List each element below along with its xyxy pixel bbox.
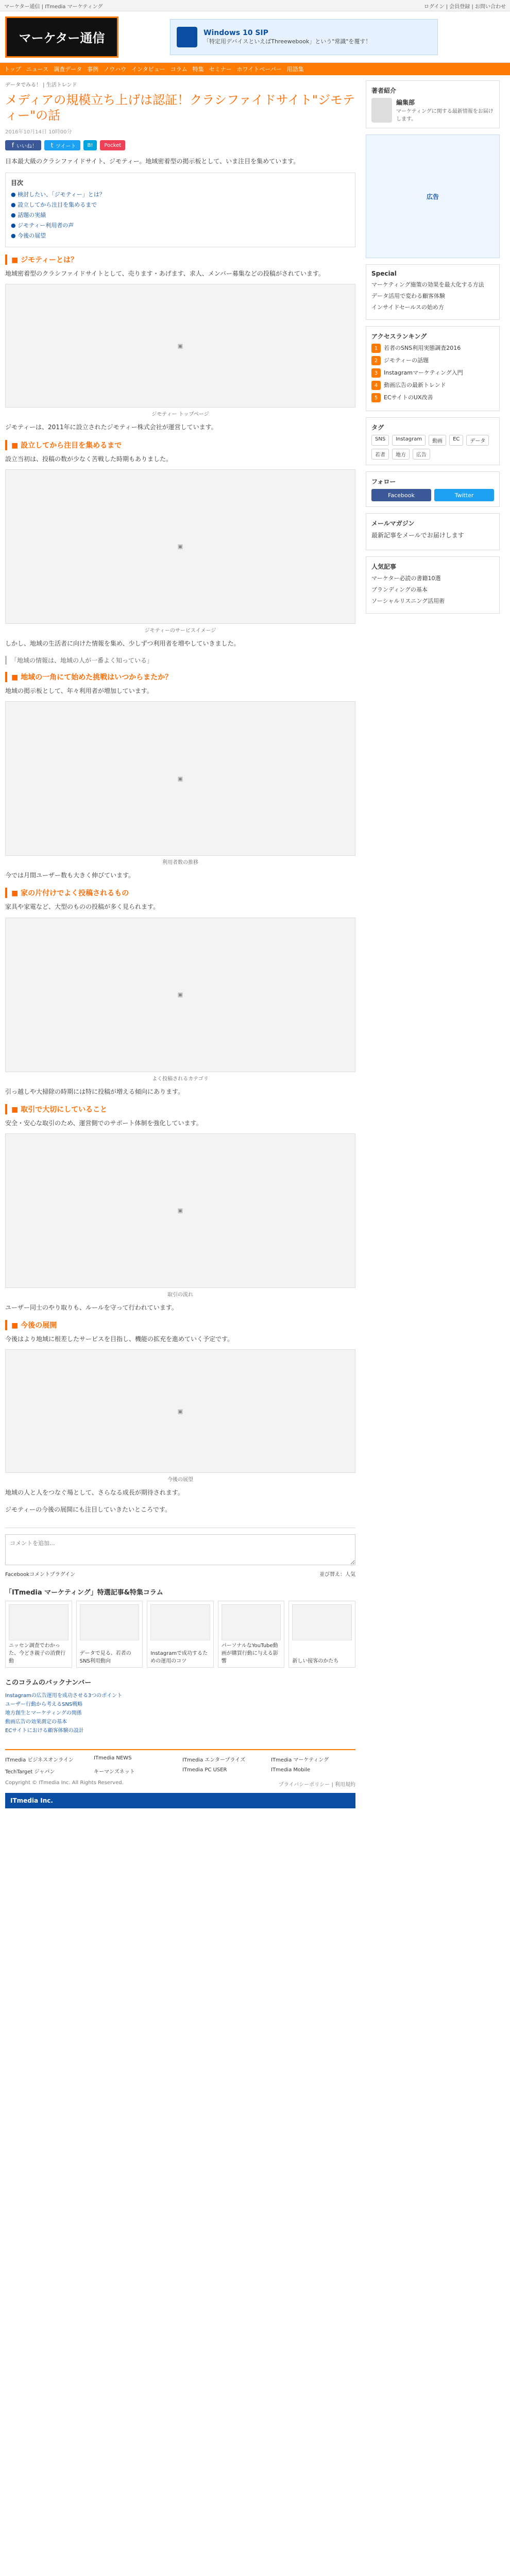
ranking-text: 若者のSNS利用実態調査2016 [384, 345, 461, 351]
follow-title: フォロー [371, 478, 396, 485]
ranking-block [366, 326, 500, 411]
tag[interactable]: 広告 [413, 449, 430, 460]
special-title: Special [371, 270, 397, 277]
image-placeholder: ▣ [177, 775, 183, 782]
footer-link[interactable]: ITmedia NEWS [94, 1755, 132, 1761]
ranking-text: ECサイトのUX改善 [384, 394, 433, 401]
image-placeholder: ▣ [177, 543, 183, 550]
section-paragraph: 地域の人と人をつなぐ場として、さらなる成長が期待されます。 [5, 1489, 184, 1497]
quote-block: 「地域の情報は、地域の人が一番よく知っている」 [5, 656, 355, 665]
ranking-item[interactable] [371, 381, 494, 390]
footer-brand[interactable]: ITmedia Inc. [5, 1793, 355, 1808]
follow-buttons [371, 489, 494, 501]
figure-caption: ジモティー トップページ [151, 412, 209, 418]
header [0, 11, 510, 63]
rank-number: 5 [371, 393, 381, 402]
footer-bottom [5, 1780, 355, 1788]
newsletter-title: メールマガジン [371, 520, 415, 527]
follow-facebook-label: Facebook [388, 492, 415, 499]
article-section [5, 255, 355, 432]
special-item[interactable]: インサイドセールスの始め方 [371, 304, 444, 311]
ad-label: 広告 [426, 193, 439, 200]
popular-list [371, 574, 494, 605]
follow-twitter-button[interactable] [434, 489, 494, 501]
related-card[interactable] [147, 1601, 214, 1668]
rank-number: 4 [371, 381, 381, 390]
section-paragraph: 家具や家電など、大型のものの投稿が多く見られます。 [5, 903, 160, 911]
related-thumbnail [150, 1604, 210, 1640]
facebook-icon: f [11, 142, 14, 149]
author-desc: マーケティングに関する最新情報をお届けします。 [396, 109, 494, 122]
section-paragraph: 安全・安心な取引のため、運営側でのサポート体制を強化しています。 [5, 1119, 202, 1127]
ranking-text: 動画広告の最新トレンド [384, 382, 446, 388]
hatena-label: B! [87, 142, 93, 148]
image-placeholder: ▣ [177, 1207, 183, 1214]
section-paragraph: しかし、地域の生活者に向けた情報を集め、少しずつ利用者を増やしていきました。 [5, 639, 240, 647]
comment-actions [5, 1570, 355, 1578]
article-section [5, 1104, 355, 1313]
newsletter-block [366, 513, 500, 550]
author-name[interactable]: 編集部 [396, 99, 415, 106]
main-nav [0, 63, 510, 75]
popular-item[interactable]: ソーシャルリスニング活用術 [371, 598, 445, 605]
rank-number: 2 [371, 356, 381, 365]
footer-copyright: Copyright © ITmedia Inc. All Rights Reserved. [5, 1780, 124, 1786]
backnumber-item[interactable]: 地方創生とマーケティングの関係 [5, 1710, 82, 1716]
site-logo[interactable] [5, 16, 118, 58]
figure-caption: 取引の流れ [167, 1292, 193, 1298]
section-paragraph: ジモティーは、2011年に設立されたジモティー株式会社が運営しています。 [5, 423, 217, 431]
article-image [5, 918, 355, 1072]
comment-input[interactable] [5, 1534, 355, 1565]
nav-item-9[interactable]: ホワイトペーパー [236, 66, 282, 73]
ranking-item[interactable] [371, 356, 494, 365]
footer-policy[interactable]: プライバシーポリシー | 利用規約 [278, 1782, 355, 1788]
header-ad[interactable] [170, 19, 438, 55]
figure-caption: ジモティーのサービスイメージ [144, 628, 216, 634]
ranking-item[interactable] [371, 368, 494, 378]
related-thumbnail [292, 1604, 352, 1640]
related-thumbnail [9, 1604, 69, 1640]
breadcrumb[interactable]: データでみる！ | 生活トレンド [5, 82, 77, 88]
follow-twitter-label: Twitter [454, 492, 474, 499]
section-paragraph: 設立当初は、投稿の数が少なく苦戦した時期もありました。 [5, 455, 173, 463]
tag[interactable]: Instagram [392, 435, 426, 446]
related-text: Instagramで成功するための運用のコツ [150, 1650, 208, 1664]
comment-sort-select[interactable]: 並び替え：人気 [319, 1571, 355, 1578]
article-image [5, 284, 355, 408]
comment-box [5, 1528, 355, 1578]
image-placeholder: ▣ [177, 991, 183, 998]
related-card[interactable] [218, 1601, 285, 1668]
figure-caption: 利用者数の推移 [162, 860, 198, 866]
section-title: ■ ジモティーとは？ [5, 255, 355, 265]
article-lead: 日本最大級のクラシファイドサイト、ジモティー。地域密着型の掲示板として、いま注目を集めています。 [5, 158, 300, 165]
ad-title: Windows 10 SIP [203, 28, 268, 37]
author-block [366, 80, 500, 128]
related-title: 「ITmedia マーケティング」特選記事&特集コラム [5, 1588, 163, 1597]
related-card[interactable] [288, 1601, 355, 1668]
footer-link[interactable]: ITmedia エンタープライズ [182, 1757, 246, 1763]
nav-item-6[interactable]: コラム [170, 66, 188, 73]
ranking-item[interactable] [371, 393, 494, 402]
toc-item[interactable]: ● 話題の実績 [11, 212, 46, 219]
article-section [5, 672, 355, 880]
popular-title: 人気記事 [371, 563, 397, 571]
backnumber [5, 1677, 355, 1734]
popular-item[interactable]: マーケター必読の書籍10選 [371, 575, 441, 582]
twitter-label: ツイート [56, 143, 76, 149]
article-image [5, 701, 355, 856]
backnumber-title: このコラムのバックナンバー [5, 1679, 92, 1687]
social-buttons [5, 140, 355, 150]
footer-link[interactable]: ITmedia Mobile [271, 1767, 311, 1773]
avatar [371, 98, 392, 123]
tag[interactable]: データ [466, 435, 489, 446]
nav-item-0[interactable]: トップ [4, 66, 21, 73]
article-closing: ジモティーの今後の展開にも注目していきたいところです。 [5, 1506, 171, 1514]
comment-plugin-label: Facebookコメントプラグイン [5, 1571, 76, 1578]
author-title: 著者紹介 [371, 87, 397, 94]
tag[interactable]: SNS [371, 435, 389, 446]
section-title: ■ 設立してから注目を集めるまで [5, 440, 355, 450]
article-meta: 2016年10月14日 10時00分 [5, 129, 72, 135]
related-grid [5, 1601, 355, 1668]
footer-link[interactable]: TechTarget ジャパン [5, 1769, 55, 1775]
popular-block [366, 556, 500, 614]
related-text: パーソナルなYouTube動画が購買行動に与える影響 [221, 1642, 278, 1664]
image-placeholder: ▣ [177, 1408, 183, 1415]
special-item[interactable]: マーケティング施策の効果を最大化する方法 [371, 281, 484, 288]
related-thumbnail [222, 1604, 281, 1640]
ad-icon [177, 27, 197, 47]
toc-item[interactable]: ● ジモティー利用者の声 [11, 222, 74, 229]
sidebar [366, 80, 500, 1808]
nav-item-1[interactable]: ニュース [26, 66, 49, 73]
ranking-title: アクセスランキング [371, 333, 427, 340]
nav-item-3[interactable]: 事例 [87, 66, 99, 73]
related-text: 新しい接客のかたち [292, 1658, 339, 1664]
popular-item[interactable]: ブランディングの基本 [371, 586, 428, 594]
toc-item[interactable]: ● 検討したい、「ジモティー」とは？ [11, 191, 105, 198]
nav-item-5[interactable]: インタビュー [131, 66, 165, 73]
nav-item-2[interactable]: 調査データ [54, 66, 82, 73]
newsletter-desc: 最新記事をメールでお届けします [371, 532, 464, 539]
section-paragraph: 地域密着型のクラシファイドサイトとして、売ります・あげます、求人、メンバー募集などの投稿がされています。 [5, 270, 325, 278]
related-thumbnail [80, 1604, 140, 1640]
ranking-item[interactable] [371, 344, 494, 353]
ad-subtitle: 「特定用デバイスといえばThreewebook」という"常識"を覆す！ [203, 38, 371, 45]
topbar-left: マーケター通信 | ITmedia マーケティング [4, 4, 103, 10]
nav-item-8[interactable]: セミナー [209, 66, 232, 73]
tag[interactable]: 地方 [392, 449, 410, 460]
twitter-button[interactable] [44, 140, 80, 150]
topbar-right[interactable]: ログイン | 会員登録 | お問い合わせ [424, 4, 506, 10]
article-section [5, 440, 355, 649]
footer-link[interactable]: ITmedia PC USER [182, 1767, 227, 1773]
footer-links [5, 1755, 355, 1775]
pocket-label: Pocket [104, 142, 122, 148]
facebook-label: いいね！ [16, 143, 37, 149]
section-title: ■ 家の片付けでよく投稿されるもの [5, 888, 355, 898]
article-image [5, 469, 355, 624]
special-list [371, 280, 494, 311]
nav-item-4[interactable]: ノウハウ [104, 66, 127, 73]
topbar [0, 0, 510, 11]
figure-caption: よく投稿されるカテゴリ [152, 1076, 209, 1082]
section-title: ■ 地域の一角にて始めた挑戦はいつからまたか？ [5, 672, 355, 682]
nav-item-10[interactable]: 用語集 [286, 66, 304, 73]
author [371, 98, 494, 123]
footer-link[interactable]: ITmedia マーケティング [271, 1757, 329, 1763]
footer-link[interactable]: ITmedia ビジネスオンライン [5, 1757, 74, 1763]
article-title: メディアの規模立ち上げは認証！クラシファイドサイト"ジモティー"の話 [5, 93, 355, 123]
ranking-text: Instagramマーケティング入門 [384, 369, 463, 376]
tag[interactable]: 若者 [371, 449, 389, 460]
related-text: データで見る、若者のSNS利用動向 [79, 1650, 131, 1664]
facebook-button[interactable] [5, 140, 41, 150]
tag[interactable]: EC [449, 435, 463, 446]
toc-title: 目次 [11, 179, 24, 187]
special-item[interactable]: データ活用で変わる顧客体験 [371, 293, 445, 299]
article-section [5, 1320, 355, 1498]
rank-number: 1 [371, 344, 381, 353]
nav-item-7[interactable]: 特集 [192, 66, 204, 73]
backnumber-item[interactable]: ECサイトにおける顧客体験の設計 [5, 1727, 84, 1734]
backnumber-item[interactable]: ユーザー行動から考えるSNS戦略 [5, 1701, 83, 1707]
rank-number: 3 [371, 368, 381, 378]
ranking-text: ジモティーの話題 [384, 357, 429, 364]
article-section [5, 888, 355, 1096]
tags [371, 435, 494, 460]
section-title: ■ 今後の展開 [5, 1320, 355, 1330]
backnumber-item[interactable]: Instagramの広告運用を成功させる3つのポイント [5, 1692, 123, 1699]
footer [5, 1749, 355, 1808]
section-paragraph: ユーザー同士のやり取りも、ルールを守って行われています。 [5, 1303, 178, 1311]
twitter-icon: t [50, 142, 54, 149]
toc-item[interactable]: ● 設立してから注目を集めるまで [11, 201, 97, 209]
table-of-contents [5, 173, 355, 247]
follow-block [366, 471, 500, 507]
section-paragraph: 引っ越しや大掃除の時期には特に投稿が増える傾向にあります。 [5, 1088, 184, 1095]
toc-item[interactable]: ● 今後の展望 [11, 232, 46, 240]
sidebar-ad[interactable] [366, 134, 500, 258]
section-title: ■ 取引で大切にしていること [5, 1104, 355, 1114]
follow-facebook-button[interactable] [371, 489, 431, 501]
logo-text: マーケター通信 [19, 31, 105, 45]
page-container [0, 75, 510, 1814]
image-placeholder: ▣ [177, 342, 183, 349]
article-image [5, 1349, 355, 1473]
main-content [5, 80, 355, 1808]
tags-title: タグ [371, 424, 384, 431]
tag[interactable]: 動画 [429, 435, 446, 446]
pocket-button[interactable] [100, 140, 125, 150]
tags-block [366, 417, 500, 465]
section-paragraph: 今では月間ユーザー数も大きく伸びています。 [5, 872, 135, 879]
article-image [5, 1133, 355, 1288]
hatena-button[interactable] [83, 140, 97, 150]
backnumber-item[interactable]: 動画広告の効果測定の基本 [5, 1719, 67, 1725]
related-text: ニッセン調査でわかった、今どき親子の消費行動 [9, 1642, 65, 1664]
section-paragraph: 今後はより地域に根差したサービスを目指し、機能の拡充を進めていく予定です。 [5, 1335, 234, 1343]
special-block [366, 264, 500, 320]
related-card[interactable] [76, 1601, 143, 1668]
footer-link[interactable]: キーマンズネット [94, 1769, 135, 1775]
section-paragraph: 地域の掲示板として、年々利用者が増加しています。 [5, 687, 153, 694]
figure-caption: 今後の展望 [167, 1477, 193, 1483]
related-card[interactable] [5, 1601, 72, 1668]
